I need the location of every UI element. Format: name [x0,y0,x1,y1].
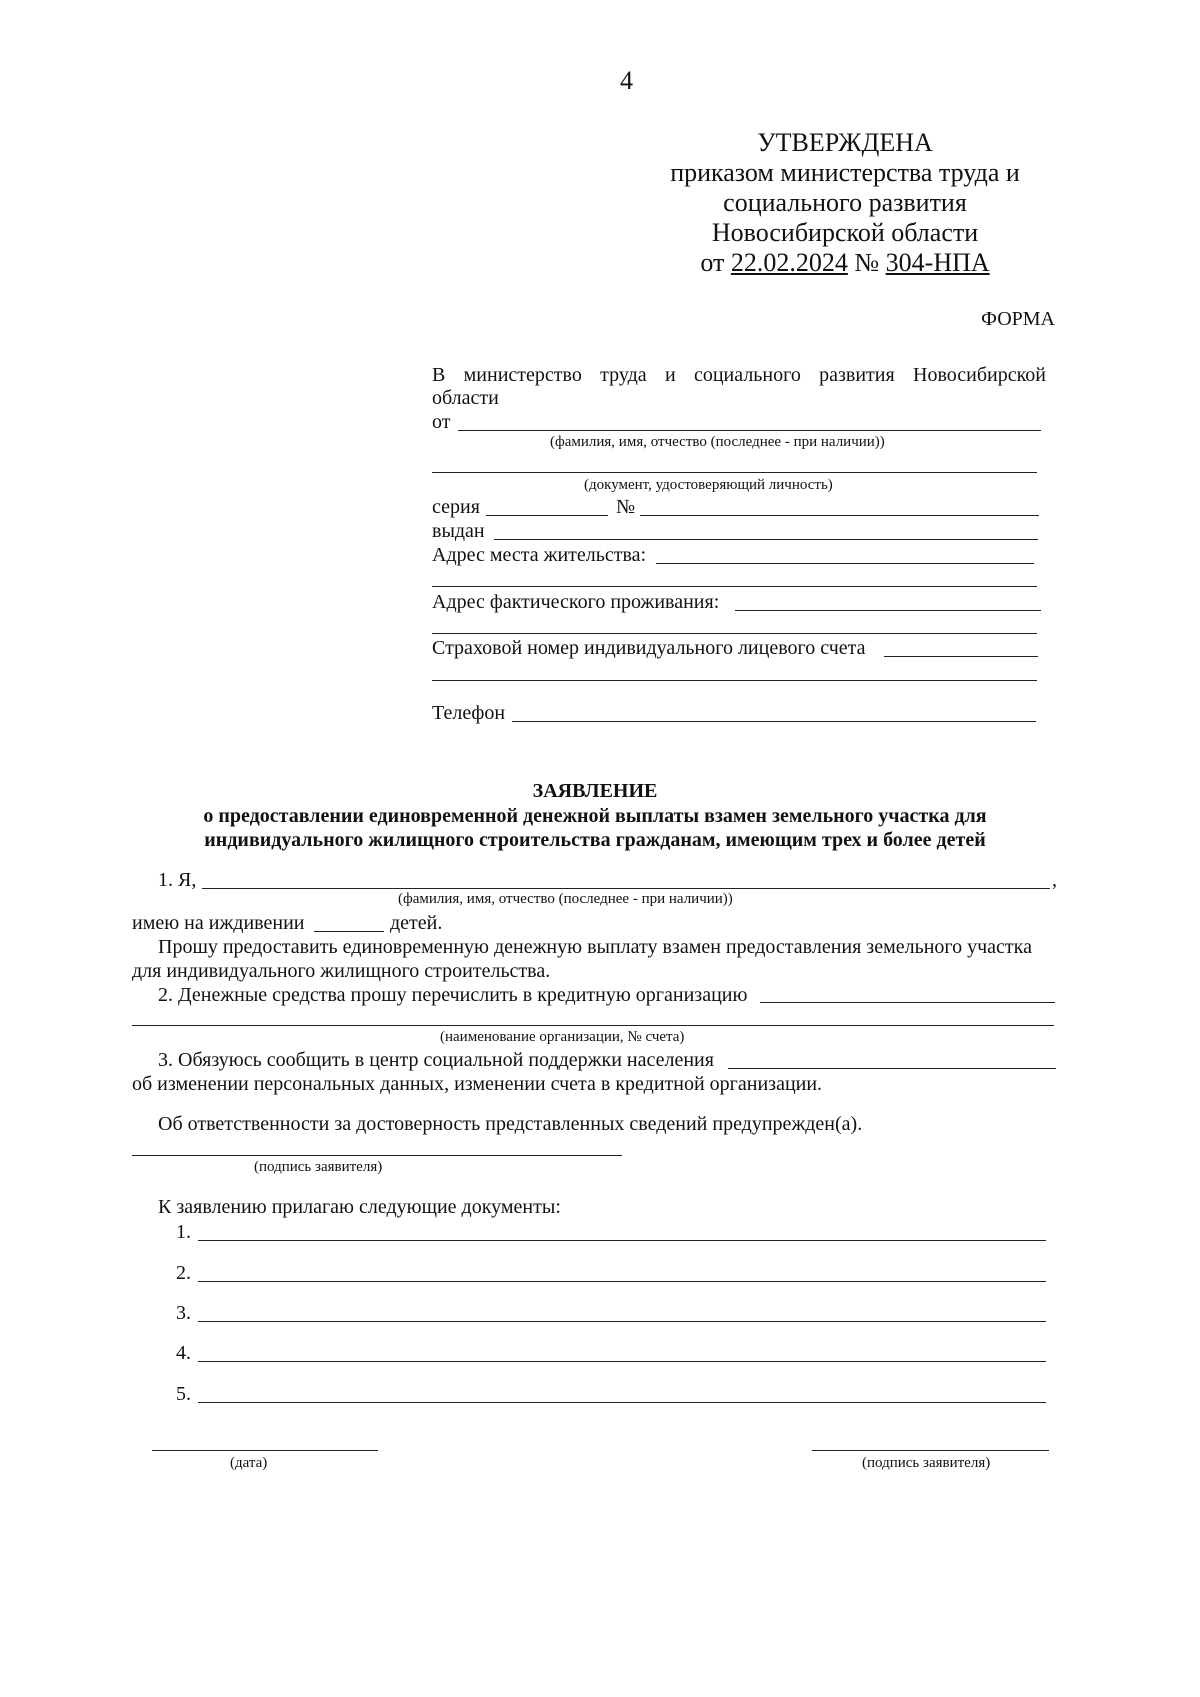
approval-number-sign: № [854,248,880,277]
fio-hint: (фамилия, имя, отчество (последнее - при наличии)) [550,434,885,450]
approval-number: 304-НПА [885,248,990,277]
social-center-field-line[interactable] [728,1068,1056,1069]
attachment-number: 3. [176,1302,191,1324]
dependents-prefix: имею на иждивении [132,912,305,934]
approval-date: 22.02.2024 [730,248,848,277]
approval-prefix: от [700,248,725,277]
snils-field-line-2[interactable] [432,680,1037,681]
attachment-number: 4. [176,1342,191,1364]
addressee-line: области [432,387,499,409]
residence-field-line[interactable] [656,563,1034,564]
responsibility-text: Об ответственности за достоверность представленных сведений предупрежден(а). [158,1113,863,1135]
p3-text: 3. Обязуюсь сообщить в центр социальной поддержки населения [158,1049,714,1071]
actual-address-field-line[interactable] [735,610,1041,611]
p2-text: 2. Денежные средства прошу перечислить в кредитную организацию [158,984,748,1006]
id-document-field-line[interactable] [432,472,1037,473]
form-label: ФОРМА [981,308,1055,330]
dependents-suffix: детей. [390,912,443,934]
signature-hint: (подпись заявителя) [254,1159,383,1175]
doc-number-field-line[interactable] [640,515,1039,516]
dependents-count-field-line[interactable] [314,931,384,932]
approval-order [0,248,1200,278]
approval-title: УТВЕРЖДЕНА [757,128,933,157]
applicant-fio-hint: (фамилия, имя, отчество (последнее - при наличии)) [398,891,733,907]
statement-subtitle: индивидуального жилищного строительства гражданам, имеющим трех и более детей [204,829,986,851]
attachment-field-line[interactable] [198,1321,1046,1322]
date-hint: (дата) [230,1455,268,1471]
p1-start: 1. Я, [158,869,197,891]
fio-field-line[interactable] [458,430,1041,431]
date-field-line[interactable] [152,1450,378,1451]
attachment-field-line[interactable] [198,1402,1046,1403]
approval-line: Новосибирской области [711,218,979,247]
residence-label: Адрес места жительства: [432,544,647,566]
attachment-field-line[interactable] [198,1361,1046,1362]
attachment-number: 1. [176,1221,191,1243]
approval-line: социального развития [723,188,967,217]
final-signature-field-line[interactable] [812,1450,1049,1451]
p3-text: об изменении персональных данных, изменении счета в кредитной организации. [132,1073,823,1095]
signature-field-line[interactable] [132,1155,622,1156]
addressee-line: В министерство труда и социального развития Новосибирской [432,364,1046,386]
applicant-fio-field-line[interactable] [202,888,1050,889]
approval-line: приказом министерства труда и [670,158,1020,187]
credit-org-field-line-2[interactable] [132,1025,1054,1026]
attachment-field-line[interactable] [198,1281,1046,1282]
statement-subtitle: о предоставлении единовременной денежной выплаты взамен земельного участка для [203,805,987,827]
snils-label: Страховой номер индивидуального лицевого счета [432,637,866,659]
actual-address-label: Адрес фактического проживания: [432,591,720,613]
attachments-intro: К заявлению прилагаю следующие документы: [158,1196,561,1218]
series-field-line[interactable] [486,515,608,516]
statement-title: ЗАЯВЛЕНИЕ [532,780,658,802]
phone-label: Телефон [432,702,506,724]
phone-field-line[interactable] [512,721,1036,722]
snils-field-line[interactable] [884,656,1038,657]
final-signature-hint: (подпись заявителя) [862,1455,991,1471]
request-line: для индивидуального жилищного строительства. [132,960,551,982]
issued-field-line[interactable] [494,539,1038,540]
series-label: серия [432,496,480,518]
doc-number-label: № [616,496,636,518]
issued-label: выдан [432,520,485,542]
page-number: 4 [620,66,633,95]
residence-field-line-2[interactable] [432,586,1037,587]
from-label: от [432,411,451,433]
attachment-number: 5. [176,1383,191,1405]
credit-org-hint: (наименование организации, № счета) [440,1029,685,1045]
attachment-field-line[interactable] [198,1240,1046,1241]
actual-address-field-line-2[interactable] [432,633,1037,634]
request-line: Прошу предоставить единовременную денежную выплату взамен предоставления земельного участка [158,936,1032,958]
id-document-hint: (документ, удостоверяющий личность) [584,477,833,493]
credit-org-field-line[interactable] [760,1002,1055,1003]
p1-comma: , [1052,869,1057,891]
attachment-number: 2. [176,1262,191,1284]
